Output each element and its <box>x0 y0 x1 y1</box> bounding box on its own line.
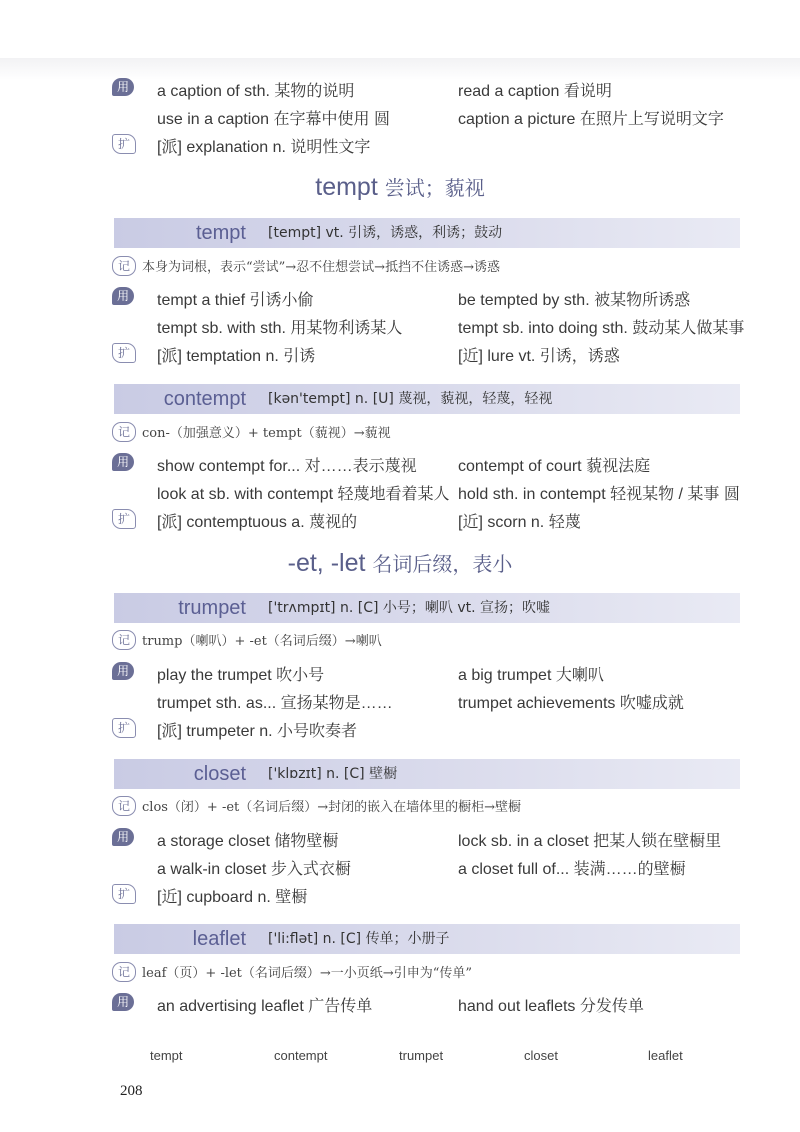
footer-word: trumpet <box>399 1048 444 1063</box>
usage-phrase: read a caption 看说明 <box>458 83 612 100</box>
headword: trumpet <box>178 597 246 619</box>
memo-text: leaf（页）+ -let（名词后缀）→一小页纸→引申为“传单” <box>142 966 472 981</box>
usage-phrase: show contempt for... 对……表示蔑视 <box>157 458 417 475</box>
memo-icon: 记 <box>112 962 136 982</box>
usage-phrase: be tempted by sth. 被某物所诱惑 <box>458 292 691 309</box>
footer-word: leaflet <box>648 1048 683 1063</box>
usage-phrase: contempt of court 藐视法庭 <box>458 458 651 475</box>
headword: closet <box>193 763 246 785</box>
derivative: [派] explanation n. 说明性文字 <box>157 139 371 156</box>
headword-bar <box>114 384 740 414</box>
extend-icon: 扩 <box>112 509 136 529</box>
section-title-en: -et, -let <box>287 549 366 577</box>
section-title-en: tempt <box>315 173 378 201</box>
memo-icon: 记 <box>112 630 136 650</box>
usage-phrase: a caption of sth. 某物的说明 <box>157 83 355 100</box>
usage-phrase: lock sb. in a closet 把某人锁在壁橱里 <box>458 833 722 850</box>
usage-phrase: trumpet achievements 吹嘘成就 <box>458 695 684 712</box>
footer-word: closet <box>524 1048 558 1063</box>
use-icon: 用 <box>112 287 134 305</box>
use-icon: 用 <box>112 78 134 96</box>
usage-phrase: look at sb. with contempt 轻蔑地看着某人 <box>157 486 450 503</box>
section-title <box>0 172 800 202</box>
usage-phrase: caption a picture 在照片上写说明文字 <box>458 111 724 128</box>
headword-bar <box>114 759 740 789</box>
memo-icon: 记 <box>112 256 136 276</box>
section-title-zh: 尝试；藐视 <box>384 176 485 200</box>
synonym: [近] lure vt. 引诱，诱惑 <box>458 348 620 365</box>
extend-icon: 扩 <box>112 718 136 738</box>
derivative: [派] temptation n. 引诱 <box>157 348 316 365</box>
usage-phrase: a closet full of... 装满……的壁橱 <box>458 861 686 878</box>
definition: ['trʌmpɪt] n. [C] 小号；喇叭 vt. 宣扬；吹嘘 <box>268 600 551 616</box>
usage-phrase: a big trumpet 大喇叭 <box>458 667 604 684</box>
use-icon: 用 <box>112 828 134 846</box>
page-number: 208 <box>120 1083 143 1099</box>
usage-phrase: tempt a thief 引诱小偷 <box>157 292 314 309</box>
definition: [tempt] vt. 引诱，诱惑，利诱；鼓动 <box>268 225 503 241</box>
headword: contempt <box>163 388 246 410</box>
derivative: [派] contemptuous a. 蔑视的 <box>157 514 358 531</box>
headword: tempt <box>195 222 246 244</box>
definition: [kən'tempt] n. [U] 蔑视，藐视，轻蔑，轻视 <box>268 391 553 407</box>
memo-text: trump（喇叭）+ -et（名词后缀）→喇叭 <box>142 634 382 649</box>
memo-text: 本身为词根，表示“尝试”→忍不住想尝试→抵挡不住诱惑→诱惑 <box>142 260 500 275</box>
footer-word: contempt <box>274 1048 328 1063</box>
top-shade <box>0 58 800 80</box>
usage-phrase: trumpet sth. as... 宣扬某物是…… <box>157 695 393 712</box>
headword-bar <box>114 218 740 248</box>
usage-phrase: an advertising leaflet 广告传单 <box>157 998 373 1015</box>
headword-bar <box>114 593 740 623</box>
synonym: [近] scorn n. 轻蔑 <box>458 514 581 531</box>
use-icon: 用 <box>112 662 134 680</box>
usage-phrase: tempt sb. into doing sth. 鼓动某人做某事 <box>458 320 745 337</box>
footer-word: tempt <box>150 1048 183 1063</box>
section-title <box>0 548 800 578</box>
extend-icon: 扩 <box>112 884 136 904</box>
memo-icon: 记 <box>112 796 136 816</box>
memo-text: con-（加强意义）+ tempt（藐视）→藐视 <box>142 426 391 441</box>
definition: ['klɒzɪt] n. [C] 壁橱 <box>268 766 398 782</box>
memo-text: clos（闭）+ -et（名词后缀）→封闭的嵌入在墙体里的橱柜→壁橱 <box>142 800 522 815</box>
derivative: [派] trumpeter n. 小号吹奏者 <box>157 723 358 740</box>
usage-phrase: hold sth. in contempt 轻视某物 / 某事 圆 <box>458 486 740 503</box>
extend-icon: 扩 <box>112 134 136 154</box>
usage-phrase: use in a caption 在字幕中使用 圆 <box>157 111 390 128</box>
extend-icon: 扩 <box>112 343 136 363</box>
headword: leaflet <box>192 928 246 950</box>
synonym: [近] cupboard n. 壁橱 <box>157 889 308 906</box>
section-title-zh: 名词后缀，表小 <box>372 552 513 576</box>
use-icon: 用 <box>112 993 134 1011</box>
definition: ['li:flət] n. [C] 传单；小册子 <box>268 931 450 947</box>
usage-phrase: tempt sb. with sth. 用某物利诱某人 <box>157 320 403 337</box>
usage-phrase: a walk-in closet 步入式衣橱 <box>157 861 351 878</box>
usage-phrase: a storage closet 储物壁橱 <box>157 833 339 850</box>
headword-bar <box>114 924 740 954</box>
memo-icon: 记 <box>112 422 136 442</box>
use-icon: 用 <box>112 453 134 471</box>
usage-phrase: play the trumpet 吹小号 <box>157 667 325 684</box>
usage-phrase: hand out leaflets 分发传单 <box>458 998 644 1015</box>
